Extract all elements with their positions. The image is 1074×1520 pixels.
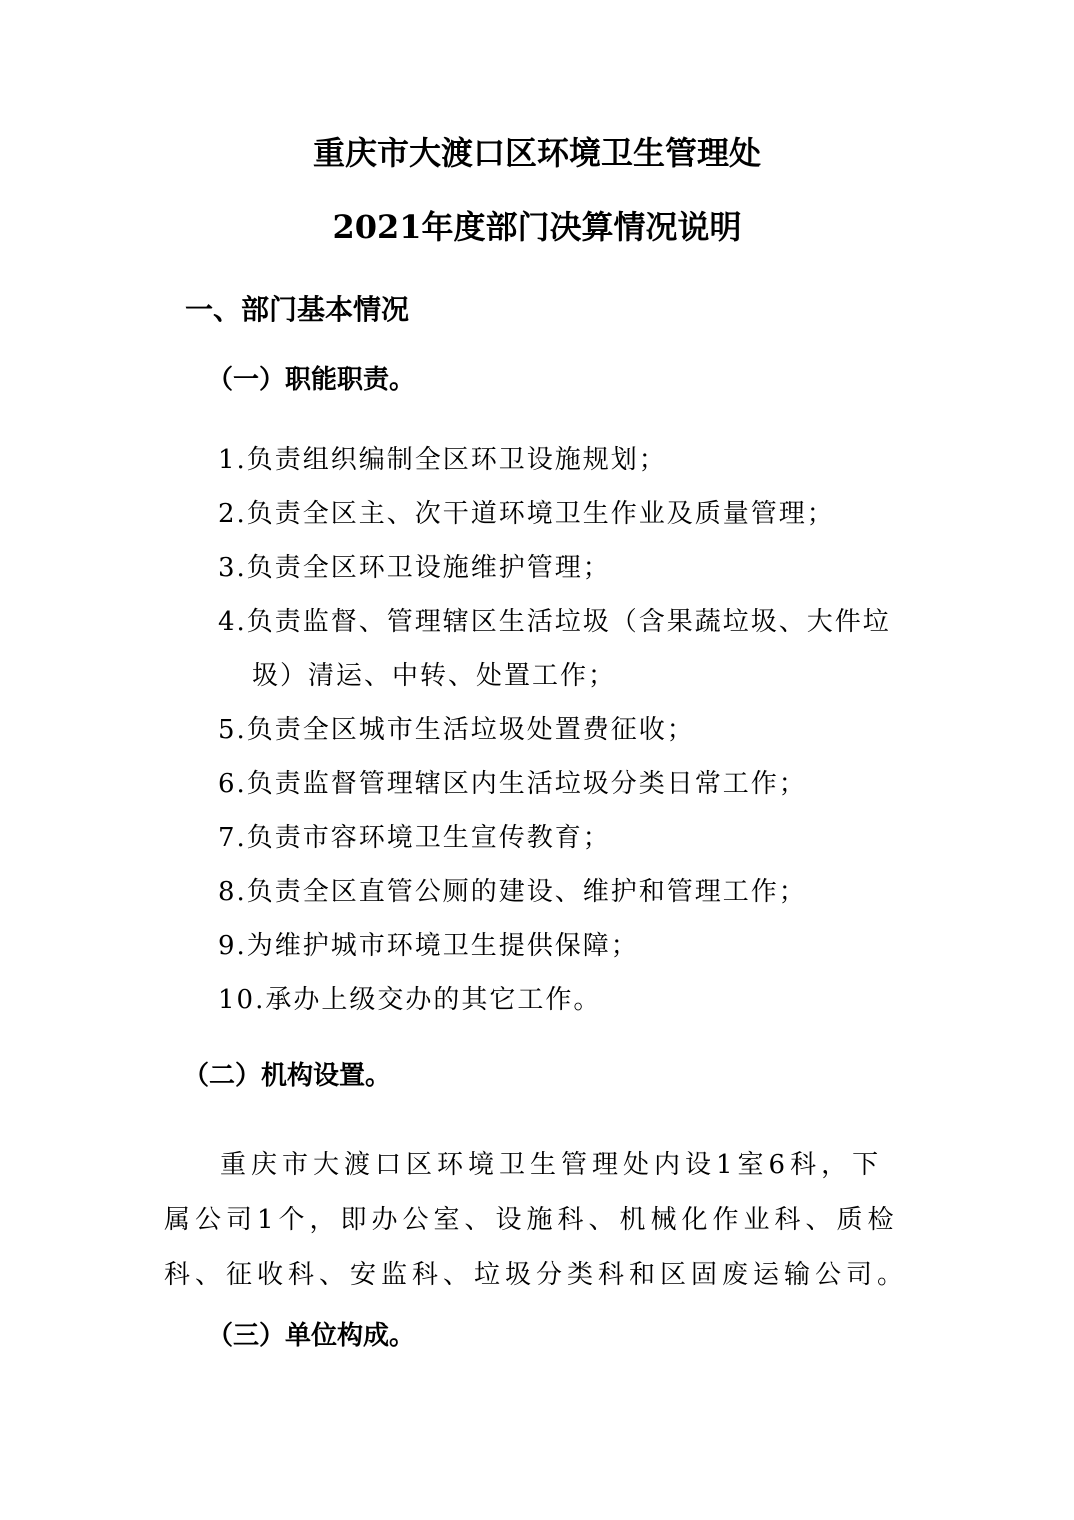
subheading-organization: （二）机构设置。 [183, 1061, 392, 1091]
document-title-line-1: 重庆市大渡口区环境卫生管理处 [312, 134, 761, 172]
duty-item: 10.承办上级交办的其它工作。 [218, 985, 602, 1015]
duty-item: 1.负责组织编制全区环卫设施规划； [218, 445, 667, 475]
organization-paragraph: 重庆市大渡口区环境卫生管理处内设1室6科，下属公司1个，即办公室、设施科、机械化作业科、质检科、征收科、安监科、垃圾分类科和区固废运输公司。 [164, 1150, 909, 1290]
section-heading-basic-info: 一、部门基本情况 [185, 293, 410, 326]
document-title-line-2: 2021年度部门决算情况说明 [332, 208, 742, 246]
duty-item: 3.负责全区环卫设施维护管理； [218, 553, 611, 583]
duty-item: 8.负责全区直管公厕的建设、维护和管理工作； [218, 877, 807, 907]
duty-item: 7.负责市容环境卫生宣传教育； [218, 823, 611, 853]
subheading-duties: （一）职能职责。 [207, 365, 416, 395]
duty-item: 9.为维护城市环境卫生提供保障； [218, 931, 639, 961]
duty-item: 5.负责全区城市生活垃圾处置费征收； [218, 715, 695, 745]
duty-item: 2.负责全区主、次干道环境卫生作业及质量管理； [218, 499, 835, 529]
subheading-unit-composition: （三）单位构成。 [207, 1321, 416, 1351]
duties-list [218, 433, 918, 1027]
duty-item: 6.负责监督管理辖区内生活垃圾分类日常工作； [218, 769, 807, 799]
duty-item: 4.负责监督、管理辖区生活垃圾（含果蔬垃圾、大件垃圾）清运、中转、处置工作； [218, 607, 891, 691]
